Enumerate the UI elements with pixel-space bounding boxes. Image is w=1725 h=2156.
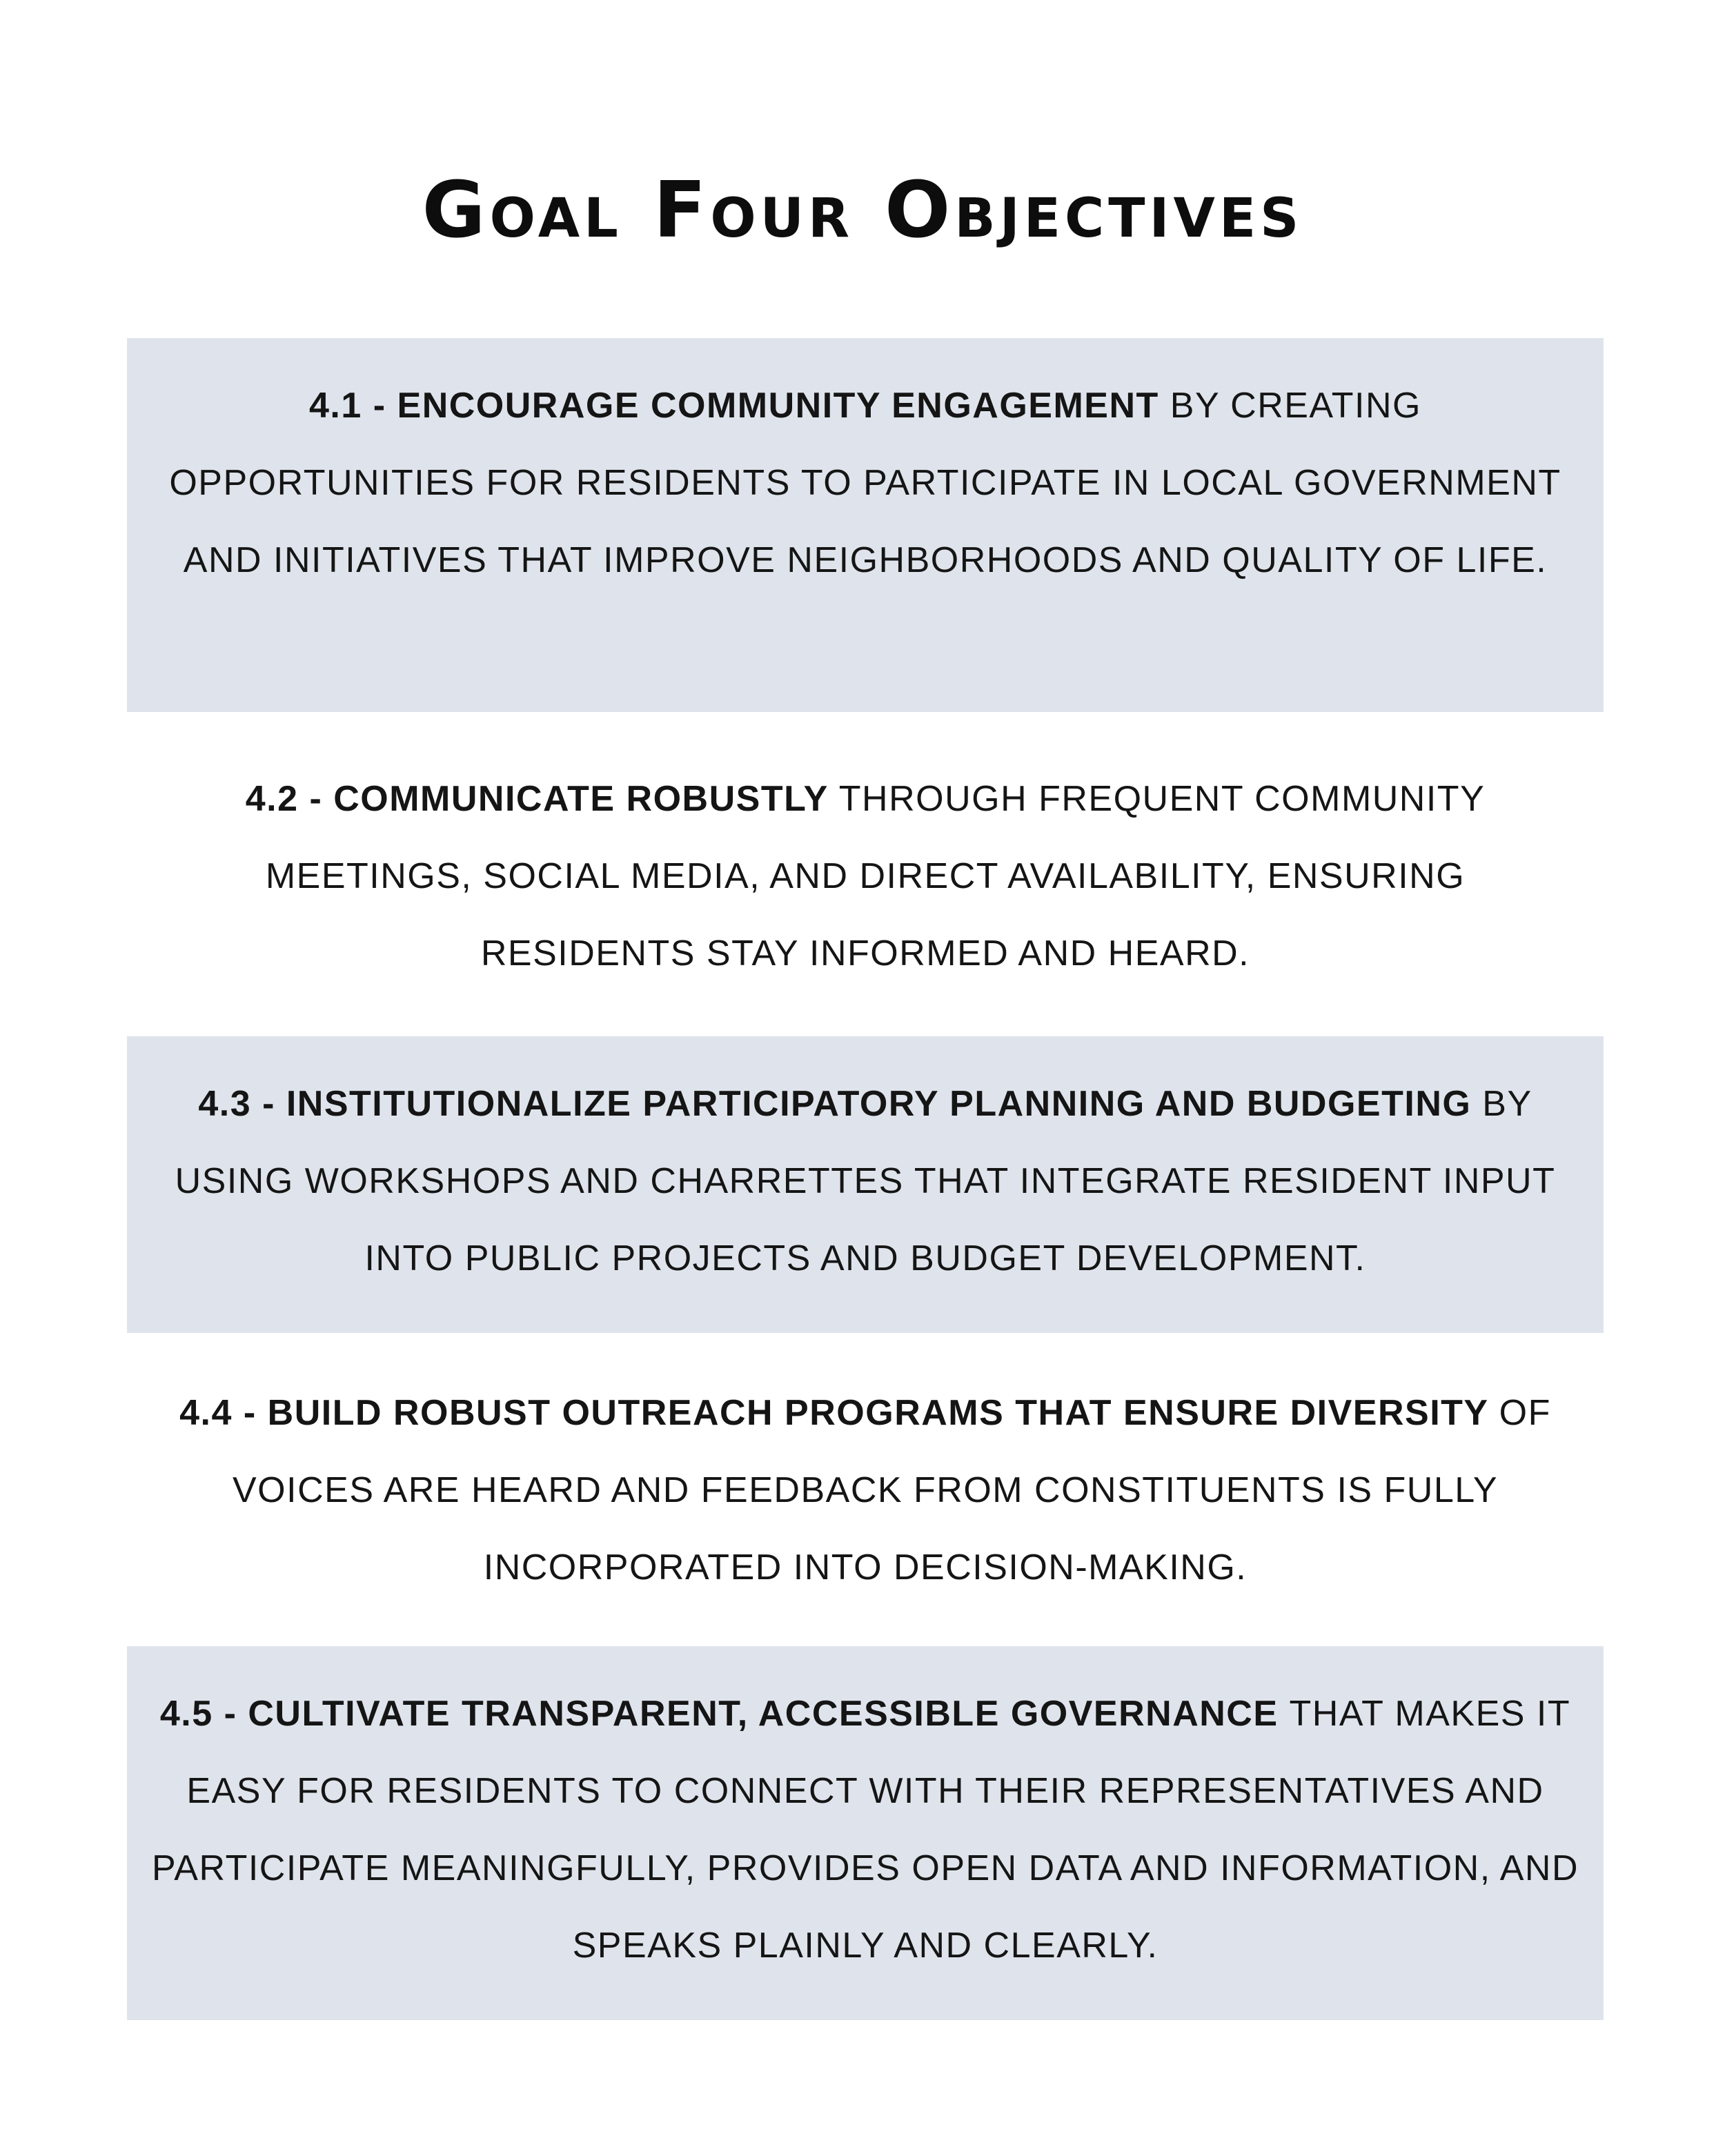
objective-lead: 4.5 - CULTIVATE TRANSPARENT, ACCESSIBLE GOVERNANCE [159, 1694, 1290, 1734]
objective-body: THAT MAKES IT EASY FOR RESIDENTS TO CONNECT WITH THEIR REPRESENTATIVES AND PARTICIPATE MEANINGFULLY, PROVIDES OPEN DATA AND INFORMATION, AND SPEAKS PLAINLY AND CLEARLY. [151, 1694, 1579, 1966]
objective-body: OF VOICES ARE HEARD AND FEEDBACK FROM CONSTITUENTS IS FULLY INCORPORATED INTO DECISION-MAKING. [233, 1393, 1551, 1588]
objective-lead: 4.3 - INSTITUTIONALIZE PARTICIPATORY PLANNING AND BUDGETING [198, 1084, 1483, 1124]
objective-lead: 4.2 - COMMUNICATE ROBUSTLY [245, 779, 839, 819]
objective-4-3 [127, 1036, 1604, 1333]
objective-4-1 [127, 338, 1604, 712]
objective-lead: 4.1 - ENCOURAGE COMMUNITY ENGAGEMENT [309, 386, 1170, 426]
objective-body: BY USING WORKSHOPS AND CHARRETTES THAT INTEGRATE RESIDENT INPUT INTO PUBLIC PROJECTS AND BUDGET DEVELOPMENT. [175, 1084, 1556, 1278]
objective-body: BY CREATING OPPORTUNITIES FOR RESIDENTS TO PARTICIPATE IN LOCAL GOVERNMENT AND INITIATIVES THAT IMPROVE NEIGHBORHOODS AND QUALITY OF LIFE. [169, 386, 1561, 580]
page-title: Goal Four Objectives [422, 166, 1303, 255]
objective-4-5 [127, 1646, 1604, 2020]
objective-4-4 [127, 1373, 1604, 1642]
objective-body: THROUGH FREQUENT COMMUNITY MEETINGS, SOCIAL MEDIA, AND DIRECT AVAILABILITY, ENSURING RESIDENTS STAY INFORMED AND HEARD. [265, 779, 1486, 973]
objective-lead: 4.4 - BUILD ROBUST OUTREACH PROGRAMS THAT ENSURE DIVERSITY [179, 1393, 1499, 1433]
objective-4-2 [127, 759, 1604, 1035]
